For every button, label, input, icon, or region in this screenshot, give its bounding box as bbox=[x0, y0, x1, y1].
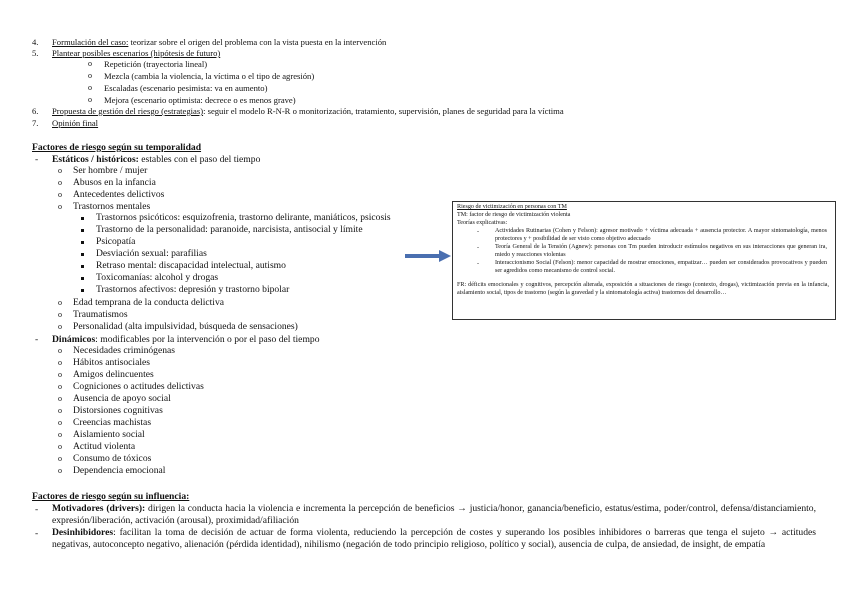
square-bullet-icon bbox=[81, 217, 84, 220]
list-item: Desviación sexual: parafilias bbox=[96, 248, 207, 259]
list-item: Distorsiones cognitivas bbox=[73, 405, 163, 416]
dash-bullet-icon: - bbox=[35, 334, 39, 345]
note-line: TM: factor de riesgo de victimización violenta bbox=[457, 212, 571, 218]
list-item: Trastornos afectivos: depresión y trastorno bipolar bbox=[96, 284, 290, 295]
disinhibitors-label: Desinhibidores bbox=[52, 527, 114, 538]
circle-bullet-icon: o bbox=[58, 442, 62, 451]
list-item: Amigos delincuentes bbox=[73, 369, 154, 380]
note-title: Riesgo de victimización en personas con TM bbox=[457, 204, 567, 210]
list-item: Mejora (escenario optimista: decrece o es menos grave) bbox=[104, 95, 296, 105]
circle-bullet-icon: o bbox=[58, 358, 62, 367]
circle-bullet-icon: o bbox=[58, 370, 62, 379]
square-bullet-icon bbox=[81, 253, 84, 256]
circle-bullet-icon: o bbox=[88, 83, 92, 92]
list-item: Actitud violenta bbox=[73, 441, 136, 452]
circle-bullet-icon: o bbox=[58, 382, 62, 391]
note-theory: Teoría General de la Tensión (Agnew): personas con Tm pueden introducir estímulos negativos en sus interacciones que generan ira, miedo y reacciones violentas bbox=[495, 244, 827, 258]
phase-number: 7. bbox=[32, 118, 39, 128]
motivators-paragraph bbox=[52, 503, 816, 526]
phase-text: : seguir el modelo R-N-R o monitorización, tratamiento, supervisión, planes de seguridad para la víctima bbox=[203, 106, 564, 116]
static-desc: estables con el paso del tiempo bbox=[138, 154, 261, 165]
list-item: Antecedentes delictivos bbox=[73, 189, 165, 200]
static-label: Estáticos / históricos: bbox=[52, 154, 139, 165]
dynamic-label: Dinámicos bbox=[52, 334, 96, 345]
dash-bullet-icon: - bbox=[477, 245, 480, 251]
dash-bullet-icon: - bbox=[35, 528, 39, 539]
circle-bullet-icon: o bbox=[88, 59, 92, 68]
phase-label: Formulación del caso: bbox=[52, 37, 129, 47]
phase-number: 4. bbox=[32, 37, 39, 47]
list-item: Trastorno de la personalidad: paranoide, narcisista, antisocial y límite bbox=[96, 224, 363, 235]
motivators-label: Motivadores (drivers): bbox=[52, 503, 146, 514]
section-heading-temporal: Factores de riesgo según su temporalidad bbox=[32, 142, 202, 153]
note-line: Teorías explicativas: bbox=[457, 220, 508, 226]
circle-bullet-icon: o bbox=[58, 394, 62, 403]
list-item: Creencias machistas bbox=[73, 417, 152, 428]
circle-bullet-icon: o bbox=[58, 202, 62, 211]
arrow-right-icon bbox=[405, 250, 453, 262]
list-item: Abusos en la infancia bbox=[73, 177, 156, 188]
circle-bullet-icon: o bbox=[58, 418, 62, 427]
section-heading-influence: Factores de riesgo según su influencia: bbox=[32, 491, 190, 502]
circle-bullet-icon: o bbox=[58, 466, 62, 475]
list-item: Cogniciones o actitudes delictivas bbox=[73, 381, 204, 392]
list-item: Edad temprana de la conducta delictiva bbox=[73, 297, 225, 308]
list-item: Traumatismos bbox=[73, 309, 128, 320]
dash-bullet-icon: - bbox=[477, 261, 480, 267]
square-bullet-icon bbox=[81, 265, 84, 268]
circle-bullet-icon: o bbox=[58, 430, 62, 439]
phase-label: Propuesta de gestión del riesgo (estrategias) bbox=[52, 106, 204, 116]
circle-bullet-icon: o bbox=[58, 454, 62, 463]
phase-label: Plantear posibles escenarios (hipótesis de futuro) bbox=[52, 48, 221, 58]
list-item: Dependencia emocional bbox=[73, 465, 166, 476]
phase-number: 5. bbox=[32, 48, 39, 58]
list-item: Hábitos antisociales bbox=[73, 357, 150, 368]
circle-bullet-icon: o bbox=[58, 166, 62, 175]
circle-bullet-icon: o bbox=[58, 346, 62, 355]
dash-bullet-icon: - bbox=[35, 504, 39, 515]
circle-bullet-icon: o bbox=[58, 322, 62, 331]
circle-bullet-icon: o bbox=[58, 406, 62, 415]
list-item: Escaladas (escenario pesimista: va en aumento) bbox=[104, 83, 268, 93]
dynamic-desc: : modificables por la intervención o por el paso del tiempo bbox=[95, 334, 320, 345]
dash-bullet-icon: - bbox=[477, 229, 480, 235]
list-item: Psicopatía bbox=[96, 236, 136, 247]
list-item: Repetición (trayectoria lineal) bbox=[104, 59, 208, 69]
dash-bullet-icon: - bbox=[35, 154, 39, 165]
motivators-text: dirigen la conducta hacia la violencia e incrementa la percepción de beneficios → justicia/honor, ganancia/beneficio, estatus/estima, poder/control, defensa/distanciamiento, expresión/liberación, activación (arousal), proximidad/afiliación bbox=[52, 503, 816, 526]
list-item: Mezcla (cambia la violencia, la víctima o el tipo de agresión) bbox=[104, 71, 315, 81]
list-item: Trastornos mentales bbox=[73, 201, 151, 212]
square-bullet-icon bbox=[81, 229, 84, 232]
disinhibitors-text: : facilitan la toma de decisión de actuar de forma violenta, reduciendo la percepción de costes y superando los posibles inhibidores o barreras que tenga el sujeto → actitudes negativas, autoconcepto negativo, alienación (pérdida identidad), nihilismo (negación de todo principio religioso, político y social), ausencia de culpa, de ansiedad, de insight, de empatía bbox=[52, 527, 816, 550]
note-theory: Interaccionismo Social (Felson): menor capacidad de mostrar emociones, empatizar… pueden ser considerados provocativos y pueden ser agredidos como mecanismo de control social. bbox=[495, 260, 827, 274]
phase-text: teorizar sobre el origen del problema con la vista puesta en la intervención bbox=[128, 37, 387, 47]
note-theory: Actividades Rutinarias (Cohen y Felson): agresor motivado + víctima adecuada + ausencia protector. A mayor sintomatología, menos protectores y + posibilidad de ser visto como objetivo adecuado bbox=[495, 228, 827, 242]
list-item: Necesidades criminógenas bbox=[73, 345, 176, 356]
list-item: Consumo de tóxicos bbox=[73, 453, 152, 464]
circle-bullet-icon: o bbox=[58, 298, 62, 307]
phase-number: 6. bbox=[32, 106, 39, 116]
circle-bullet-icon: o bbox=[58, 310, 62, 319]
disinhibitors-paragraph bbox=[52, 527, 816, 550]
list-item: Ausencia de apoyo social bbox=[73, 393, 171, 404]
phase-label: Opinión final bbox=[52, 118, 99, 128]
circle-bullet-icon: o bbox=[88, 95, 92, 104]
square-bullet-icon bbox=[81, 277, 84, 280]
list-item: Personalidad (alta impulsividad, búsqueda de sensaciones) bbox=[73, 321, 298, 332]
list-item: Aislamiento social bbox=[73, 429, 145, 440]
note-fr: FR: déficits emocionales y cognitivos, percepción alterada, exposición a situaciones de riesgo (contexto, drogas), victimización previa en la infancia, aislamiento social, tipos de trastorno (según la gravedad y la sintomatología activa) trastornos del desarrollo… bbox=[457, 282, 829, 296]
list-item: Retraso mental: discapacidad intelectual, autismo bbox=[96, 260, 286, 271]
list-item: Ser hombre / mujer bbox=[73, 165, 148, 176]
square-bullet-icon bbox=[81, 289, 84, 292]
square-bullet-icon bbox=[81, 241, 84, 244]
circle-bullet-icon: o bbox=[58, 190, 62, 199]
list-item: Trastornos psicóticos: esquizofrenia, trastorno delirante, maniáticos, psicosis bbox=[96, 212, 391, 223]
list-item: Toxicomanías: alcohol y drogas bbox=[96, 272, 219, 283]
circle-bullet-icon: o bbox=[58, 178, 62, 187]
circle-bullet-icon: o bbox=[88, 71, 92, 80]
note-box bbox=[452, 201, 836, 320]
